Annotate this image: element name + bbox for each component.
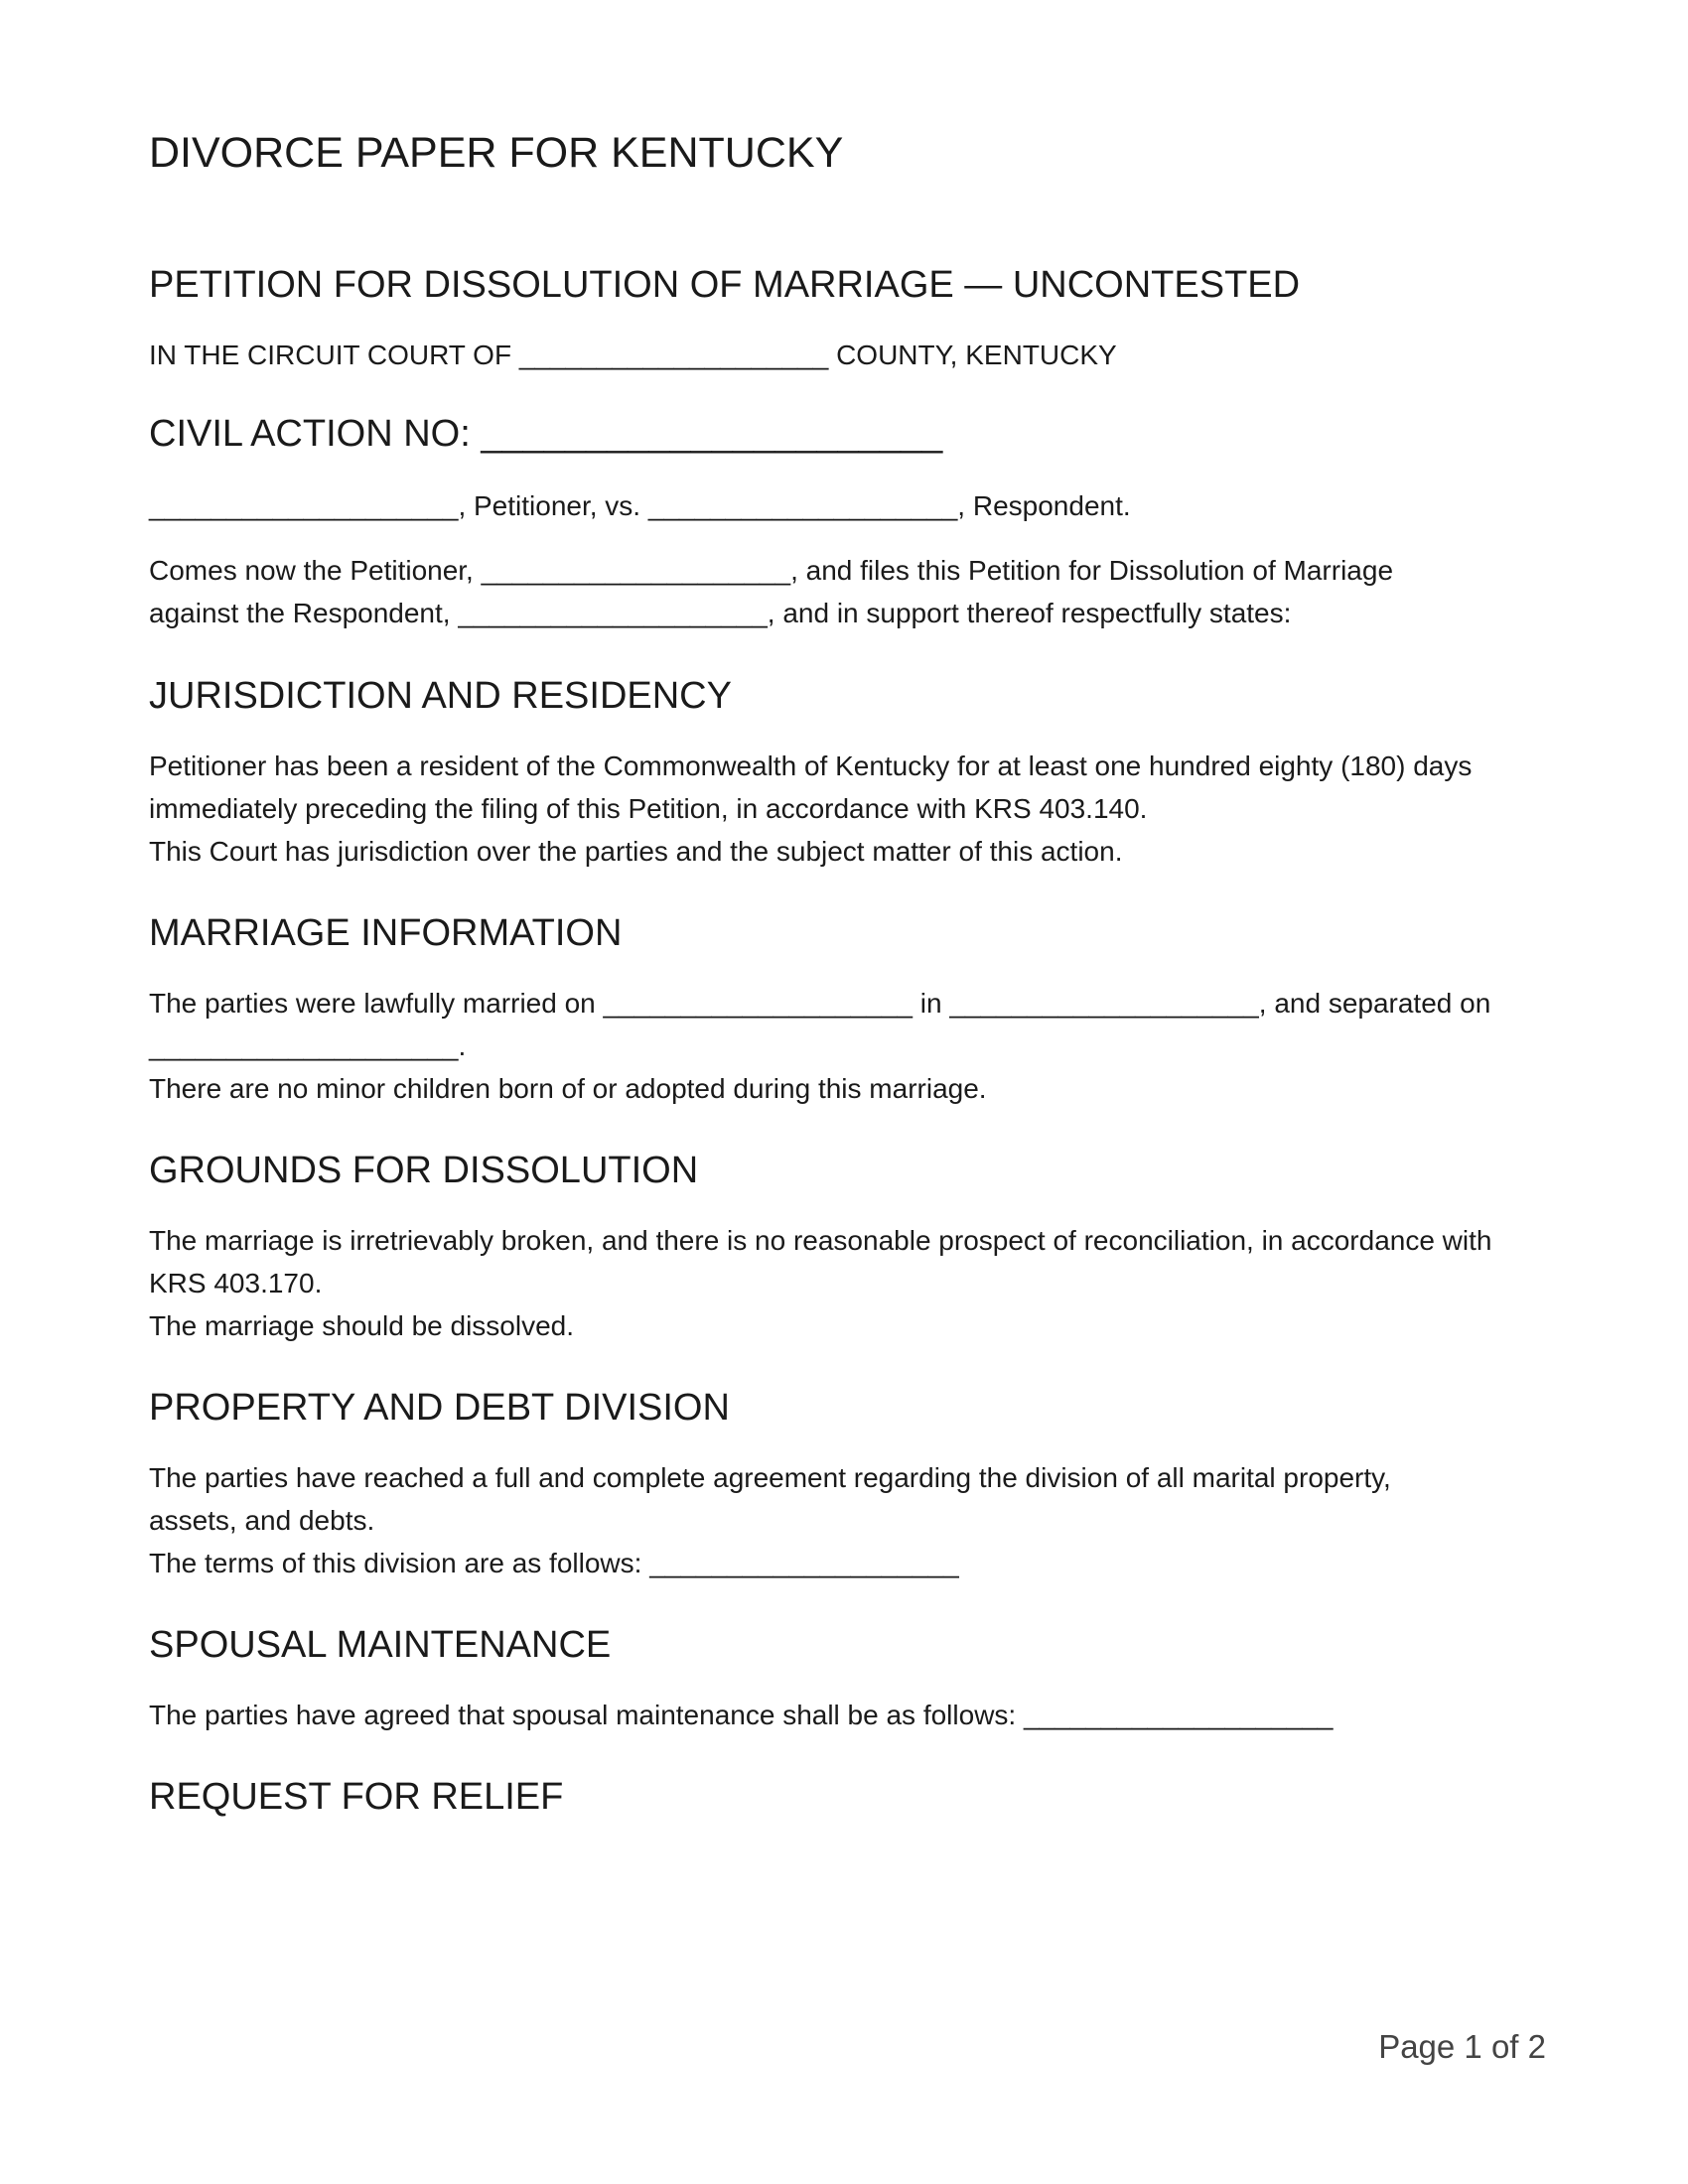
grounds-paragraph-broken: The marriage is irretrievably broken, and there is no reasonable prospect of reconciliation, in accordance with KRS 403.170. [149, 1225, 1492, 1298]
document-title: DIVORCE PAPER FOR KENTUCKY [149, 129, 844, 177]
marriage-paragraph-children: There are no minor children born of or adopted during this marriage. [149, 1073, 987, 1104]
civil-action-number: CIVIL ACTION NO: ______________________ [149, 413, 943, 455]
relief-heading: REQUEST FOR RELIEF [149, 1776, 564, 1818]
jurisdiction-paragraph-residency: Petitioner has been a resident of the Commonwealth of Kentucky for at least one hundred eighty (180) days immediately preceding the filing of this Petition, in accordance with KRS 403.140. [149, 751, 1473, 824]
jurisdiction-heading: JURISDICTION AND RESIDENCY [149, 675, 732, 717]
property-paragraph-agreement: The parties have reached a full and complete agreement regarding the division of all marital property, assets, and debts. [149, 1462, 1391, 1536]
page-number: Page 1 of 2 [1378, 2028, 1546, 2065]
property-heading: PROPERTY AND DEBT DIVISION [149, 1387, 730, 1429]
petition-heading: PETITION FOR DISSOLUTION OF MARRIAGE — UNCONTESTED [149, 264, 1301, 306]
grounds-heading: GROUNDS FOR DISSOLUTION [149, 1150, 699, 1191]
court-line: IN THE CIRCUIT COURT OF ____________________ COUNTY, KENTUCKY [149, 340, 1117, 370]
parties-line: ____________________, Petitioner, vs. ____________________, Respondent. [149, 490, 1131, 521]
marriage-heading: MARRIAGE INFORMATION [149, 912, 623, 954]
marriage-paragraph-dates: The parties were lawfully married on ____________________ in ____________________, and separated on ____________________. [149, 988, 1491, 1061]
property-paragraph-terms: The terms of this division are as follows: ____________________ [149, 1548, 959, 1578]
grounds-paragraph-dissolved: The marriage should be dissolved. [149, 1310, 575, 1341]
maintenance-paragraph: The parties have agreed that spousal maintenance shall be as follows: ____________________ [149, 1700, 1334, 1730]
maintenance-heading: SPOUSAL MAINTENANCE [149, 1624, 612, 1666]
intro-paragraph: Comes now the Petitioner, ____________________, and files this Petition for Dissolution of Marriage against the Respondent, ____________________, and in support thereof respectfully states: [149, 555, 1394, 628]
jurisdiction-paragraph-court: This Court has jurisdiction over the parties and the subject matter of this action. [149, 836, 1123, 867]
